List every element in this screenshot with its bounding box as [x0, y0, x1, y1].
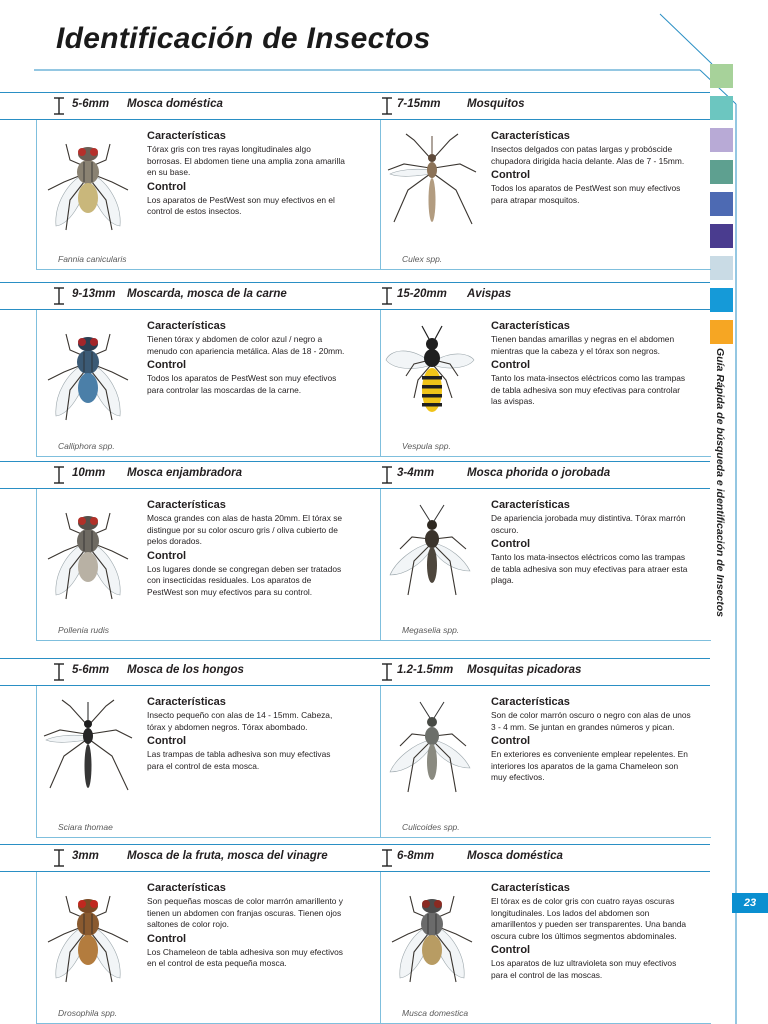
- insect-illustration: [384, 320, 480, 430]
- insect-illustration: [40, 320, 136, 430]
- insect-size: 3mm: [72, 850, 99, 862]
- insect-card: [380, 461, 710, 641]
- features-label: Características: [147, 130, 226, 142]
- card-text: [147, 130, 347, 220]
- insect-size: 5-6mm: [72, 664, 110, 676]
- features-text: Tienen tórax y abdomen de color azul / negro a menudo con apariencia metálica. Alas de 18 - 20mm.: [147, 334, 345, 356]
- card-text: [147, 696, 347, 774]
- card-text: [147, 882, 347, 972]
- index-tab[interactable]: [710, 320, 733, 344]
- insect-name: Mosca de los hongos: [127, 664, 244, 676]
- features-label: Características: [491, 499, 570, 511]
- index-tab[interactable]: [710, 64, 733, 88]
- insect-card: [0, 461, 380, 641]
- card-text: [147, 499, 347, 601]
- insect-name: Avispas: [467, 288, 512, 300]
- size-marker-icon: [380, 849, 394, 867]
- control-text: En exteriores es conveniente emplear repelentes. En interiores los aparatos de la gama Chameleon son muy efectivos.: [491, 749, 688, 783]
- insect-name: Mosca doméstica: [127, 98, 223, 110]
- features-text: De apariencia jorobada muy distintiva. Tórax marrón oscuro.: [491, 513, 686, 535]
- page-title: Identificación de Insectos: [56, 22, 431, 55]
- insect-card: [380, 92, 710, 270]
- insect-card: [0, 282, 380, 457]
- size-marker-icon: [380, 663, 394, 681]
- index-tab[interactable]: [710, 128, 733, 152]
- insect-size: 9-13mm: [72, 288, 116, 300]
- card-text: [147, 320, 347, 398]
- features-text: Mosca grandes con alas de hasta 20mm. El tórax se distingue por su color oscuro gris / oliva cubierto de pelos dorados.: [147, 513, 343, 547]
- insect-illustration: [40, 130, 136, 240]
- features-text: Son pequeñas moscas de color marrón amarillento y tienen un abdomen con franjas oscuras. Tienen ojos saltones de color rojo.: [147, 896, 343, 930]
- latin-name: Calliphora spp.: [58, 441, 115, 451]
- size-marker-icon: [52, 466, 66, 484]
- size-marker-icon: [52, 663, 66, 681]
- insect-name: Mosquitas picadoras: [467, 664, 582, 676]
- insect-name: Moscarda, mosca de la carne: [127, 288, 287, 300]
- features-text: Son de color marrón oscuro o negro con alas de unos 3 - 4 mm. Se juntan en grandes números y pican.: [491, 710, 691, 732]
- control-text: Tanto los mata-insectos eléctricos como las trampas de tabla adhesiva son muy efectivas para atraer esta plaga.: [491, 552, 688, 586]
- control-label: Control: [491, 359, 531, 372]
- features-label: Características: [147, 320, 226, 332]
- latin-name: Pollenia rudis: [58, 625, 110, 635]
- features-text: El tórax es de color gris con cuatro rayas oscuras longitudinales. Los lados del abdomen son amarillentos y pueden ser transparentes. Una banda oscura cubre los últimos segmentos abdominales.: [491, 896, 687, 941]
- control-text: Los Chameleon de tabla adhesiva son muy efectivos en el control de esta pequeña mosca.: [147, 946, 343, 969]
- latin-name: Culicoides spp.: [402, 822, 460, 832]
- insect-name: Mosca phorida o jorobada: [467, 467, 611, 479]
- size-marker-icon: [52, 97, 66, 115]
- latin-name: Drosophila spp.: [58, 1008, 118, 1018]
- insect-card: [380, 844, 710, 1024]
- features-label: Características: [147, 882, 226, 894]
- control-label: Control: [491, 944, 531, 957]
- latin-name: Fannia canicularis: [58, 254, 127, 264]
- insect-card: [0, 658, 380, 838]
- features-label: Características: [491, 696, 570, 708]
- size-marker-icon: [380, 287, 394, 305]
- latin-name: Musca domestica: [402, 1008, 469, 1018]
- control-label: Control: [147, 932, 187, 945]
- index-tab[interactable]: [710, 288, 733, 312]
- card-text: [491, 320, 693, 410]
- control-label: Control: [147, 549, 187, 562]
- insect-size: 3-4mm: [397, 467, 435, 479]
- insect-name: Mosca enjambradora: [127, 467, 243, 479]
- card-text: [491, 499, 693, 589]
- features-label: Características: [147, 696, 226, 708]
- control-text: Tanto los mata-insectos eléctricos como las trampas de tabla adhesiva son muy efectivas para controlar las avispas.: [491, 373, 686, 407]
- index-tab[interactable]: [710, 224, 733, 248]
- insect-name: Mosquitos: [467, 98, 525, 110]
- insect-illustration: [40, 882, 136, 992]
- insect-size: 5-6mm: [72, 98, 110, 110]
- control-label: Control: [491, 169, 531, 182]
- insect-name: Mosca doméstica: [467, 850, 563, 862]
- features-text: Tórax gris con tres rayas longitudinales algo borrosas. El abdomen tiene una amplia zona amarilla en su base.: [147, 144, 345, 178]
- latin-name: Megaselia spp.: [402, 625, 460, 635]
- index-tab[interactable]: [710, 192, 733, 216]
- size-marker-icon: [380, 466, 394, 484]
- control-text: Todos los aparatos de PestWest son muy efectivos para controlar las moscardas de la carne.: [147, 373, 337, 395]
- insect-card: [0, 92, 380, 270]
- insect-card: [380, 658, 710, 838]
- control-label: Control: [147, 359, 187, 372]
- insect-card: [380, 282, 710, 457]
- features-label: Características: [491, 130, 570, 142]
- features-label: Características: [147, 499, 226, 511]
- features-text: Insecto pequeño con alas de 14 - 15mm. Cabeza, tórax y abdomen negros. Tórax abombado.: [147, 710, 333, 732]
- control-text: Todos los aparatos de PestWest son muy efectivos para atrapar mosquitos.: [491, 183, 681, 205]
- control-text: Los aparatos de luz ultravioleta son muy efectivos para el control de las moscas.: [491, 958, 677, 980]
- size-marker-icon: [52, 849, 66, 867]
- size-marker-icon: [380, 97, 394, 115]
- index-tab[interactable]: [710, 256, 733, 280]
- insect-card: [0, 844, 380, 1024]
- index-tab[interactable]: [710, 160, 733, 184]
- insect-illustration: [384, 130, 480, 240]
- side-title: Guía Rápida de búsqueda e identificación de Insectos: [714, 348, 726, 617]
- insect-illustration: [384, 882, 480, 992]
- insect-illustration: [40, 696, 136, 806]
- insect-size: 6-8mm: [397, 850, 435, 862]
- features-label: Características: [491, 320, 570, 332]
- insect-illustration: [384, 499, 480, 609]
- card-text: [491, 696, 693, 786]
- control-label: Control: [147, 735, 187, 748]
- features-text: Tienen bandas amarillas y negras en el abdomen mientras que la cabeza y el tórax son negros.: [491, 334, 675, 356]
- latin-name: Culex spp.: [402, 254, 443, 264]
- latin-name: Vespula spp.: [402, 441, 451, 451]
- page-number: 23: [732, 893, 768, 913]
- insect-size: 15-20mm: [397, 288, 447, 300]
- insect-size: 7-15mm: [397, 98, 441, 110]
- insect-name: Mosca de la fruta, mosca del vinagre: [127, 850, 328, 862]
- insect-size: 1.2-1.5mm: [397, 664, 454, 676]
- insect-illustration: [384, 696, 480, 806]
- features-text: Insectos delgados con patas largas y probóscide chupadora dirigida hacia delante. Alas de 7 - 15mm.: [491, 144, 685, 166]
- insect-illustration: [40, 499, 136, 609]
- control-label: Control: [491, 538, 531, 551]
- control-label: Control: [147, 180, 187, 193]
- control-text: Los aparatos de PestWest son muy efectivos en el control de estos insectos.: [147, 194, 335, 217]
- size-marker-icon: [52, 287, 66, 305]
- control-text: Los lugares donde se congregan deben ser tratados con insecticidas residuales. Los aparatos de PestWest son muy efectivos para su control.: [147, 563, 342, 597]
- latin-name: Sciara thomae: [58, 822, 113, 832]
- card-text: [491, 882, 693, 984]
- control-text: Las trampas de tabla adhesiva son muy efectivas para el control de esta mosca.: [147, 749, 331, 771]
- card-text: [491, 130, 693, 208]
- index-tab[interactable]: [710, 96, 733, 120]
- insect-size: 10mm: [72, 467, 106, 479]
- features-label: Características: [491, 882, 570, 894]
- control-label: Control: [491, 735, 531, 748]
